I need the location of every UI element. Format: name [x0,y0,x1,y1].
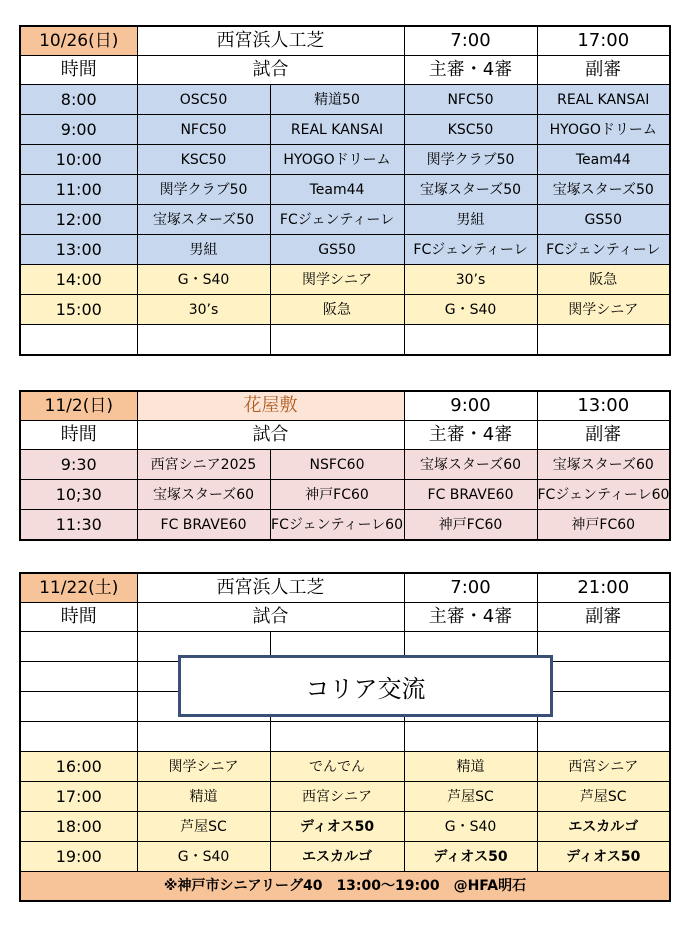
assistant-cell: Team44 [537,145,670,175]
table-row [20,450,670,480]
team-b-cell: Team44 [270,175,404,205]
empty-cell [20,632,137,662]
time-cell: 19:00 [20,842,137,872]
team-a-cell: 30’s [137,295,270,325]
empty-cell [270,722,404,752]
team-a-cell: 精道 [137,782,270,812]
referee-cell: 宝塚スターズ50 [404,175,537,205]
time-cell: 8:00 [20,85,137,115]
schedule-table-nov22 [19,572,671,902]
table-row [20,205,670,235]
time-cell: 15:00 [20,295,137,325]
team-b-cell: NSFC60 [270,450,404,480]
team-a-cell: 宝塚スターズ50 [137,205,270,235]
header-assistant: 副審 [537,421,670,450]
time-cell: 10;30 [20,480,137,510]
header-time: 時間 [20,421,137,450]
assistant-cell: 関学シニア [537,295,670,325]
referee-cell: G・S40 [404,295,537,325]
time-cell: 17:00 [20,782,137,812]
start-time-cell: 9:00 [404,391,537,421]
empty-cell [20,662,137,692]
time-cell: 9:00 [20,115,137,145]
referee-cell: G・S40 [404,812,537,842]
time-cell: 13:00 [20,235,137,265]
assistant-cell: 芦屋SC [537,782,670,812]
referee-cell: FC BRAVE60 [404,480,537,510]
table-row [20,480,670,510]
assistant-cell: 西宮シニア [537,752,670,782]
team-b-cell: 神戸FC60 [270,480,404,510]
assistant-cell: エスカルゴ [537,812,670,842]
table-row [20,842,670,872]
start-time-cell: 7:00 [404,573,537,603]
team-a-cell: 男組 [137,235,270,265]
time-cell: 11:30 [20,510,137,541]
team-b-cell: GS50 [270,235,404,265]
korea-exchange-banner: コリア交流 [178,655,553,717]
assistant-cell [537,325,670,356]
empty-cell [537,632,670,662]
team-a-cell: 宝塚スターズ60 [137,480,270,510]
team-a-cell: 西宮シニア2025 [137,450,270,480]
time-cell [20,325,137,356]
team-a-cell: FC BRAVE60 [137,510,270,541]
date-cell: 10/26(日) [20,26,137,56]
table-row [20,812,670,842]
referee-cell: 精道 [404,752,537,782]
assistant-cell: GS50 [537,205,670,235]
team-b-cell: HYOGOドリーム [270,145,404,175]
team-a-cell: KSC50 [137,145,270,175]
header-match: 試合 [137,603,404,632]
assistant-cell: 阪急 [537,265,670,295]
referee-cell: 芦屋SC [404,782,537,812]
time-cell: 10:00 [20,145,137,175]
assistant-cell: HYOGOドリーム [537,115,670,145]
team-b-cell: FCジェンティーレ [270,205,404,235]
header-referee: 主審・4審 [404,603,537,632]
header-referee: 主審・4審 [404,56,537,85]
referee-cell: 関学クラブ50 [404,145,537,175]
header-match: 試合 [137,56,404,85]
assistant-cell: FCジェンティーレ60 [537,480,670,510]
assistant-cell: FCジェンティーレ [537,235,670,265]
referee-cell: 30’s [404,265,537,295]
end-time-cell: 17:00 [537,26,670,56]
referee-cell: 男組 [404,205,537,235]
referee-cell: 宝塚スターズ60 [404,450,537,480]
empty-cell [537,722,670,752]
team-a-cell: 関学シニア [137,752,270,782]
time-cell: 16:00 [20,752,137,782]
team-a-cell: 芦屋SC [137,812,270,842]
table-row [20,325,670,356]
team-b-cell: 阪急 [270,295,404,325]
team-b-cell: ディオス50 [270,812,404,842]
header-match: 試合 [137,421,404,450]
empty-cell [20,722,137,752]
referee-cell: FCジェンティーレ [404,235,537,265]
end-time-cell: 21:00 [537,573,670,603]
venue-cell: 花屋敷 [137,391,404,421]
table-row [20,752,670,782]
time-cell: 14:00 [20,265,137,295]
time-cell: 12:00 [20,205,137,235]
empty-cell [537,662,670,692]
table-row [20,115,670,145]
assistant-cell: 宝塚スターズ50 [537,175,670,205]
end-time-cell: 13:00 [537,391,670,421]
table-row [20,175,670,205]
assistant-cell: 宝塚スターズ60 [537,450,670,480]
assistant-cell: REAL KANSAI [537,85,670,115]
team-b-cell: FCジェンティーレ60 [270,510,404,541]
assistant-cell: ディオス50 [537,842,670,872]
team-b-cell: 西宮シニア [270,782,404,812]
referee-cell: NFC50 [404,85,537,115]
empty-cell [137,722,270,752]
header-assistant: 副審 [537,56,670,85]
team-a-cell: NFC50 [137,115,270,145]
time-cell: 9:30 [20,450,137,480]
header-time: 時間 [20,603,137,632]
referee-cell: 神戸FC60 [404,510,537,541]
time-cell: 11:00 [20,175,137,205]
referee-cell [404,325,537,356]
header-time: 時間 [20,56,137,85]
date-cell: 11/2(日) [20,391,137,421]
team-b-cell: 関学シニア [270,265,404,295]
team-b-cell [270,325,404,356]
table-row [20,265,670,295]
table-row [20,85,670,115]
table-row [20,145,670,175]
referee-cell: ディオス50 [404,842,537,872]
team-a-cell: OSC50 [137,85,270,115]
empty-cell [404,722,537,752]
table-row [20,510,670,541]
team-a-cell: G・S40 [137,842,270,872]
table-row [20,235,670,265]
referee-cell: KSC50 [404,115,537,145]
team-b-cell: エスカルゴ [270,842,404,872]
schedule-table-nov2 [19,390,671,541]
team-a-cell [137,325,270,356]
empty-cell [537,692,670,722]
venue-cell: 西宮浜人工芝 [137,573,404,603]
table-row [20,782,670,812]
team-a-cell: G・S40 [137,265,270,295]
start-time-cell: 7:00 [404,26,537,56]
empty-cell [20,692,137,722]
team-b-cell: REAL KANSAI [270,115,404,145]
schedule-table-oct26 [19,25,671,356]
table-row [20,295,670,325]
header-referee: 主審・4審 [404,421,537,450]
venue-cell: 西宮浜人工芝 [137,26,404,56]
assistant-cell: 神戸FC60 [537,510,670,541]
time-cell: 18:00 [20,812,137,842]
footer-note: ※神戸市シニアリーグ40 13:00～19:00 @HFA明石 [20,872,670,902]
team-b-cell: でんでん [270,752,404,782]
header-assistant: 副審 [537,603,670,632]
team-b-cell: 精道50 [270,85,404,115]
team-a-cell: 関学クラブ50 [137,175,270,205]
date-cell: 11/22(土) [20,573,137,603]
